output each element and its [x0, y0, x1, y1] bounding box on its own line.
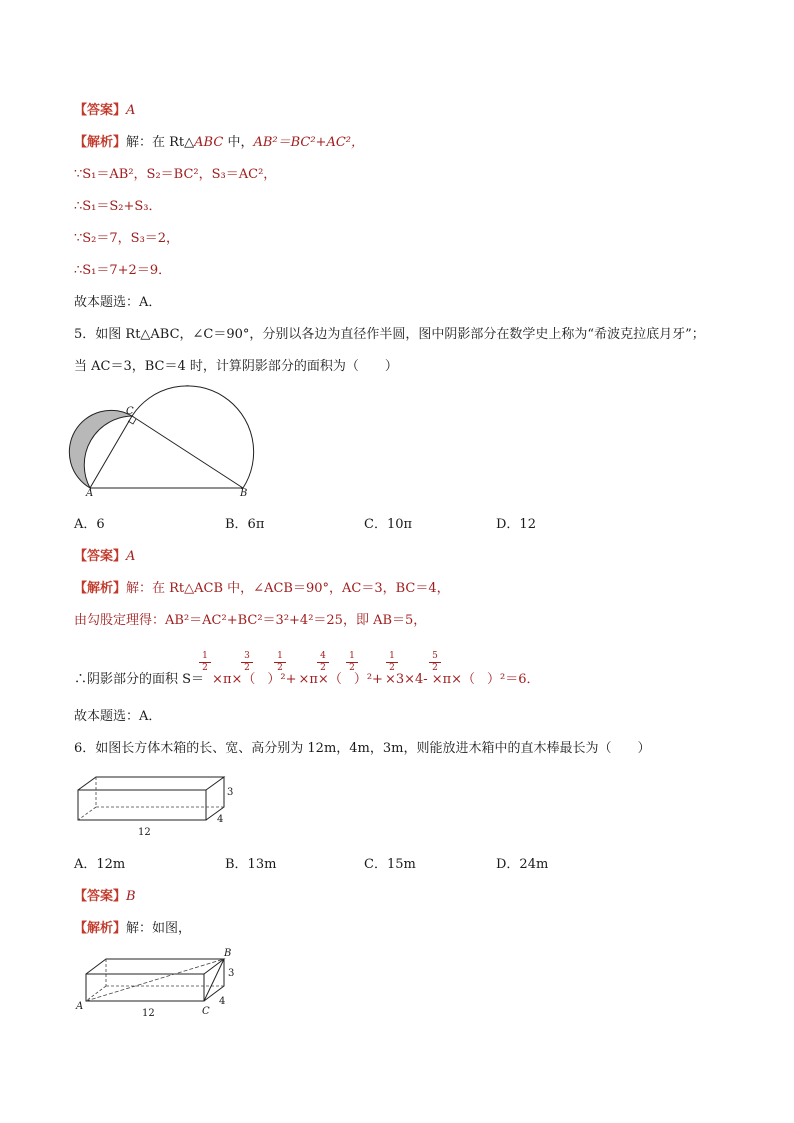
q6-label-a: A: [76, 1001, 84, 1012]
q5-label-a: A: [86, 488, 94, 499]
q5-lune-bc: [132, 386, 254, 488]
q5-option-a[interactable]: A．6: [74, 517, 105, 532]
q6-box-height-label: 3: [227, 787, 234, 798]
q5-lune-ac: [69, 410, 132, 488]
q4-analysis-line-4: ∵S₂＝7，S₃＝2，: [74, 231, 180, 246]
q4-analysis-line-1: 【解析】解：在 Rt△ABC 中，AB²＝BC²+AC²，: [74, 135, 364, 150]
q5-fraction-7: $\frac{5}{2}$: [429, 652, 441, 673]
answer-tag: 【答案】: [74, 103, 127, 118]
q6-box-figure: [74, 772, 244, 840]
q4-analysis-line-5: ∴S₁＝7+2＝9．: [74, 263, 172, 278]
q6-option-a[interactable]: A．12m: [74, 857, 126, 872]
q5-analysis-line-2: 由勾股定理得：AB²＝AC²+BC²＝3²+4²＝25，即 AB＝5，: [74, 613, 427, 628]
analysis-tag: 【解析】: [74, 135, 127, 150]
q6-label-b: B: [224, 948, 232, 959]
q5-fraction-1: $\frac{1}{2}$: [199, 652, 211, 673]
q5-label-c: C: [126, 406, 134, 417]
q4-answer-line: [74, 101, 135, 121]
q6-box2-length-label: 12: [142, 1008, 155, 1019]
q6-box-width-label: 4: [217, 814, 224, 825]
q5-option-d[interactable]: D．12: [496, 517, 536, 532]
q6-label-c: C: [202, 1006, 210, 1017]
q6-option-c[interactable]: C．15m: [364, 857, 416, 872]
q6-option-d[interactable]: D．24m: [496, 857, 549, 872]
q6-box-diagonal-figure: [74, 944, 244, 1020]
q5-analysis-line-1: 【解析】解：在 Rt△ACB 中，∠ACB＝90°，AC＝3，BC＝4，: [74, 581, 450, 596]
q6-analysis-line-1: 【解析】解：如图，: [74, 921, 192, 936]
q5-option-b[interactable]: B．6π: [225, 517, 265, 532]
q5-stem-line-2: 当 AC＝3，BC＝4 时，计算阴影部分的面积为（ ）: [74, 359, 398, 374]
q5-answer: A: [126, 549, 136, 564]
q5-conclusion: 故本题选：A．: [74, 709, 162, 724]
q4-answer: A: [126, 103, 136, 118]
q5-lune-figure: [70, 388, 260, 498]
q6-stem: 6．如图长方体木箱的长、宽、高分别为 12m，4m，3m，则能放进木箱中的直木棒最长为（ ）: [74, 741, 651, 756]
q6-box2-height-label: 3: [228, 968, 235, 979]
q4-analysis-line-3: ∴S₁＝S₂+S₃．: [74, 199, 162, 214]
q5-label-b: B: [240, 488, 248, 499]
q6-answer: B: [126, 889, 136, 904]
q5-fraction-5: $\frac{1}{2}$: [346, 652, 358, 673]
q5-option-c[interactable]: C．10π: [364, 517, 413, 532]
q6-option-b[interactable]: B．13m: [225, 857, 277, 872]
q5-fraction-6: $\frac{1}{2}$: [386, 652, 398, 673]
q5-analysis-line-3: ∴阴影部分的面积 S＝ ×π×（ ）²+ ×π×（ ）²+ ×3×4- ×π×（ ）²＝6．: [74, 672, 540, 687]
q5-fraction-2: $\frac{3}{2}$: [241, 652, 253, 673]
q5-answer-line: 【答案】A: [74, 549, 136, 564]
q5-stem-line-1: 5．如图 Rt△ABC，∠C＝90°，分别以各边为直径作半圆，图中阴影部分在数学史上称为“希波克拉底月牙”；: [74, 327, 705, 342]
q4-conclusion: 故本题选：A．: [74, 295, 162, 310]
q5-fraction-3: $\frac{1}{2}$: [274, 652, 286, 673]
q4-analysis-line-2: ∵S₁＝AB²，S₂＝BC²，S₃＝AC²，: [74, 167, 277, 182]
q5-fraction-4: $\frac{4}{2}$: [317, 652, 329, 673]
q6-answer-line: 【答案】B: [74, 889, 136, 904]
q6-box2-width-label: 4: [219, 996, 226, 1007]
q6-box-length-label: 12: [138, 827, 151, 838]
